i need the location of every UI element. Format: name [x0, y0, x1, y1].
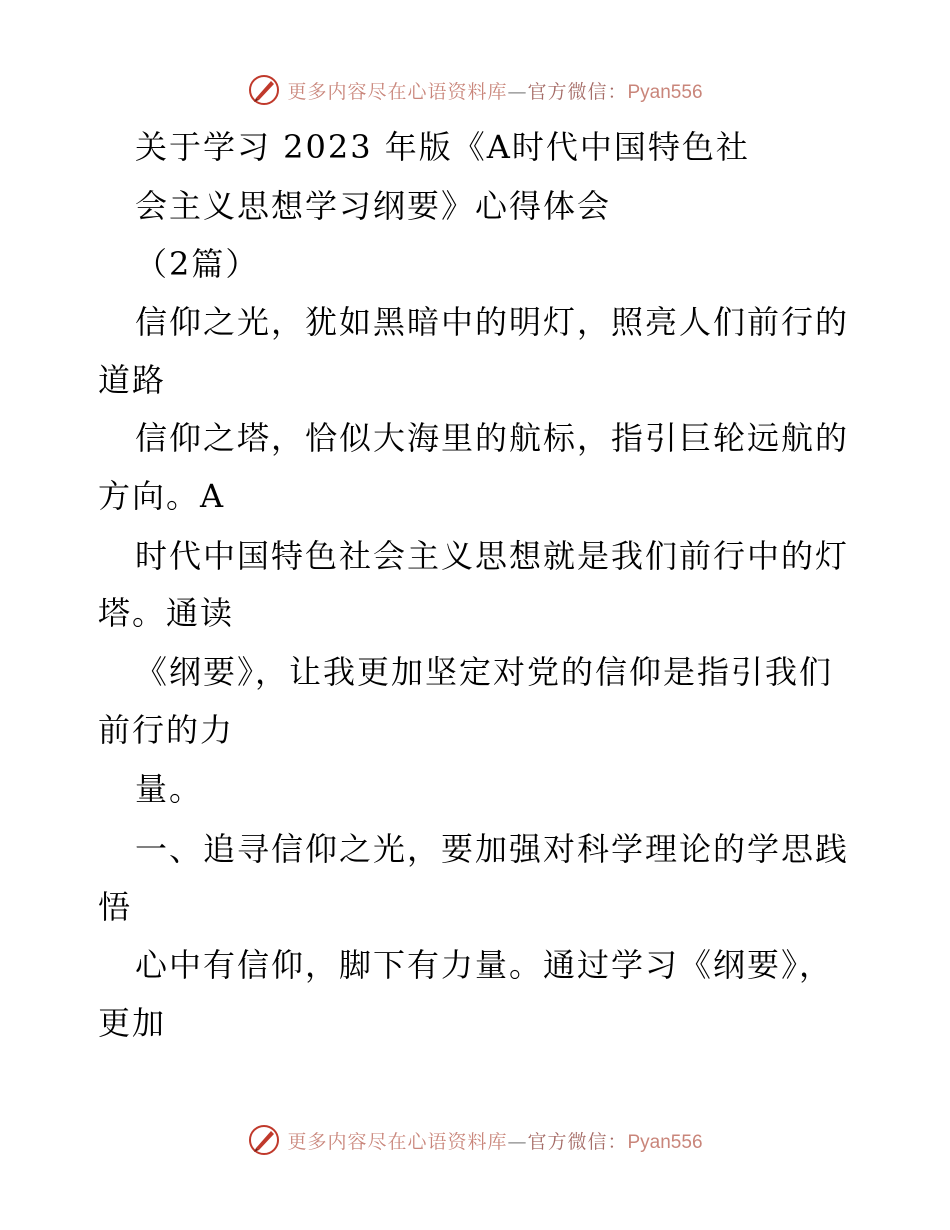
quill-pen-logo-icon — [247, 1123, 281, 1157]
paragraph-line: 方向。A — [98, 477, 226, 515]
paragraph-line: 前行的力 — [98, 711, 235, 749]
paragraph-line: 时代中国特色社会主义思想就是我们前行中的灯 — [135, 537, 850, 575]
paragraph-line: 量。 — [135, 770, 204, 808]
title-line-2: 会主义思想学习纲要》心得体会 — [135, 187, 612, 225]
paragraph-line: 道路 — [98, 361, 167, 399]
paragraph-line: 信仰之塔，恰似大海里的航标，指引巨轮远航的 — [135, 419, 850, 457]
section-heading: 一、追寻信仰之光，要加强对科学理论的学思践 — [135, 830, 850, 868]
title-line-1: 关于学习 2023 年版《A时代中国特色社 — [135, 128, 750, 166]
watermark-text: 更多内容尽在心语资料库—官方微信：Pyan556 — [287, 80, 703, 103]
footer-watermark — [0, 1120, 950, 1160]
paragraph-line: 心中有信仰，脚下有力量。通过学习《纲要》， — [135, 946, 834, 984]
section-heading: 悟 — [98, 888, 133, 926]
paragraph-line: 塔。通读 — [98, 594, 235, 632]
watermark-text: 更多内容尽在心语资料库—官方微信：Pyan556 — [287, 1130, 703, 1153]
paragraph-line: 更加 — [98, 1004, 167, 1042]
paragraph-line: 信仰之光，犹如黑暗中的明灯，照亮人们前行的 — [135, 303, 850, 341]
title-line-3: （2篇） — [135, 245, 260, 283]
paragraph-line: 《纲要》，让我更加坚定对党的信仰是指引我们 — [135, 653, 834, 691]
